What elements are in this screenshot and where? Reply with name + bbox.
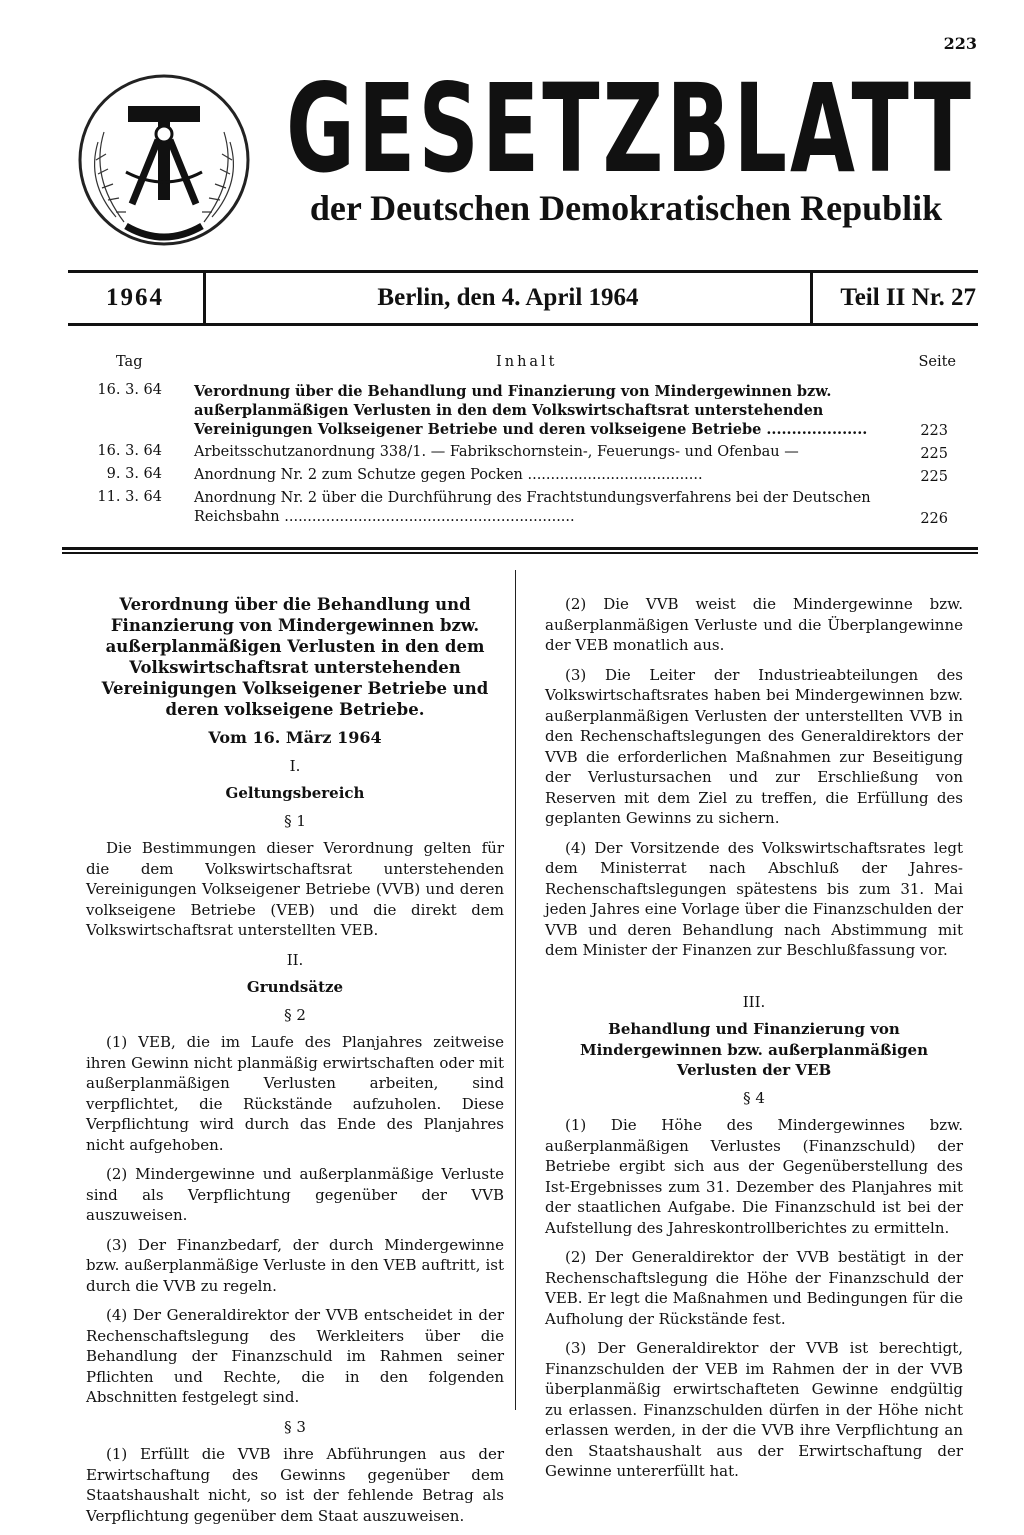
part-number: I. [289,756,301,775]
toc-entry [96,382,956,439]
paragraph: Die Bestimmungen dieser Verordnung gelten für die dem Volkswirtschaftsrat unterstehenden Vereinigungen Volkseigener Betriebe (VVB) und deren volkseigene Betriebe (VEB) und die direkt dem Volkswirtschaftsrat unterstellten VEB. [86,839,504,939]
divider-rule [62,552,978,554]
toc-entry-date: 16. 3. 64 [97,443,162,459]
toc-entry-title: Verordnung über die Behandlung und Finanzierung von Mindergewinnen bzw. außerplanmäßigen Verlusten in den dem Volkswirtschaftsrat unterstehenden Vereinigungen Volkseigener Betriebe und deren volkseigene Betriebe .................... [194,383,868,438]
issue-bar [68,270,978,326]
toc-entry-page: 226 [920,511,948,527]
toc-entry [96,489,956,527]
issue-part-number: Teil II Nr. 27 [840,284,976,311]
paragraph: (4) Der Generaldirektor der VVB entscheidet in der Rechenschaftslegung des Werkleiters über die Behandlung der Finanzschuld im Rahmen seiner Pflichten und Rechte, die in den folgenden Abschnitten festgelegt sind. [86,1306,504,1406]
toc-entry [96,443,956,462]
part-number: II. [286,950,304,969]
part-number: III. [742,992,766,1011]
left-column [86,594,504,1535]
divider-rule [62,547,978,550]
toc-entry-title: Anordnung Nr. 2 über die Durchführung des Frachtstundungsverfahrens bei der Deutschen Reichsbahn ............................................................... [194,490,871,525]
issue-year: 1964 [106,284,164,311]
decree-title: Verordnung über die Behandlung und Finanzierung von Mindergewinnen bzw. außerplanmäßigen Verlusten in den dem Volkswirtschaftsrat unterstehenden Vereinigungen Volkseigener Betriebe und deren volkseigene Betriebe. [101,595,489,719]
paragraph: (2) Mindergewinne und außerplanmäßige Verluste sind als Verpflichtung gegenüber der VVB auszuweisen. [86,1165,504,1224]
paragraph: (2) Die VVB weist die Mindergewinne bzw. außerplanmäßigen Verluste und die Überplangewinne der VEB monatlich aus. [545,595,963,654]
paragraph: (3) Der Finanzbedarf, der durch Mindergewinne bzw. außerplanmäßige Verluste in den VEB auftritt, ist durch die VVB zu regeln. [86,1235,504,1295]
page-number: 223 [943,34,977,53]
paragraph: (1) Die Höhe des Mindergewinnes bzw. außerplanmäßigen Verlustes (Finanzschuld) der Betriebe ergibt sich aus der Gegenüberstellung des Ist-Ergebnisses zum 31. Dezember des Planjahres mit der staatlichen Aufgabe. Die Finanzschuld ist bei der Aufstellung des Jahreskontrollberichtes zu ermitteln. [545,1116,963,1237]
emblem-icon [76,72,252,248]
paragraph: (4) Der Vorsitzende des Volkswirtschaftsrates legt dem Ministerrat nach Abschluß der Jahres-Rechenschaftslegungen spätestens bis zum 31. Mai jeden Jahres eine Vorlage über die Finanzschulden der VVB und deren Behandlung nach Abstimmung mit dem Minister der Finanzen zur Beschlußfassung vor. [545,838,963,959]
section-sign: § 2 [284,1005,306,1024]
part-title: Geltungsbereich [225,784,365,802]
section-sign: § 4 [743,1088,765,1107]
toc-entry-date: 16. 3. 64 [97,382,162,398]
toc-entry [96,466,956,485]
toc-entry-page: 225 [920,469,948,485]
toc-heading-contents: Inhalt [496,354,558,370]
part-title: Behandlung und Finanzierung von Mindergewinnen bzw. außerplanmäßigen Verlusten der VEB [579,1020,929,1079]
paragraph: (3) Die Leiter der Industrieabteilungen des Volkswirtschaftsrates haben bei Mindergewinnen bzw. außerplanmäßigen Verlusten der unterstellten VVB in den Rechenschaftslegungen des Generaldirektors der VVB die erforderlichen Maßnahmen zur Beseitigung der Verlustursachen und zur Erschließung von Reserven mit dem Ziel zu treffen, die Erfüllung des geplanten Gewinns zu sichern. [545,665,963,827]
section-sign: § 3 [284,1417,306,1436]
section-sign: § 1 [284,811,306,830]
toc-heading-page: Seite [918,354,956,370]
toc-entry-title: Anordnung Nr. 2 zum Schutze gegen Pocken ...................................... [194,467,703,483]
toc-entry-date: 9. 3. 64 [106,466,162,482]
masthead-title: GESETZBLATT [286,57,974,200]
toc-heading-day: Tag [116,354,143,370]
decree-date: Vom 16. März 1964 [208,728,382,747]
column-divider [515,570,516,1410]
toc-entry-page: 225 [920,446,948,462]
toc-entry-page: 223 [920,423,948,439]
table-of-contents [96,354,956,531]
paragraph: (1) VEB, die im Laufe des Planjahres zeitweise ihren Gewinn nicht planmäßig erwirtschaften oder mit außerplanmäßigen Verlusten arbeiten, sind verpflichtet, die Rückstände aufzuholen. Diese Verpflichtung wird durch das Ende des Planjahres nicht aufgehoben. [86,1033,504,1154]
paragraph: (3) Der Generaldirektor der VVB ist berechtigt, Finanzschulden der VEB im Rahmen der in der VVB überplanmäßig erwirtschafteten Gewinne endgültig zu erlassen. Finanzschulden dürfen in der Höhe nicht erlassen werden, in der die VVB ihre Verpflichtung an den Staatshaushalt aus der Erwirtschaftung der Gewinne untererfüllt hat. [545,1339,963,1480]
masthead-subtitle: der Deutschen Demokratischen Republik [309,188,943,228]
issue-place-date: Berlin, den 4. April 1964 [203,273,813,323]
toc-entry-title: Arbeitsschutzanordnung 338/1. — Fabrikschornstein-, Feuerungs- und Ofenbau — [194,444,799,460]
right-column [545,594,963,1491]
toc-header [96,354,956,382]
paragraph: (1) Erfüllt die VVB ihre Abführungen aus der Erwirtschaftung des Gewinns gegenüber dem Staatshaushalt nicht, so ist der fehlende Betrag als Verpflichtung gegenüber dem Staat auszuweisen. [86,1445,504,1525]
part-title: Grundsätze [246,978,344,996]
toc-entry-date: 11. 3. 64 [97,489,162,505]
paragraph: (2) Der Generaldirektor der VVB bestätigt in der Rechenschaftslegung die Höhe der Finanzschuld der VEB. Er legt die Maßnahmen und Bedingungen für die Aufholung der Rückstände fest. [545,1248,963,1328]
